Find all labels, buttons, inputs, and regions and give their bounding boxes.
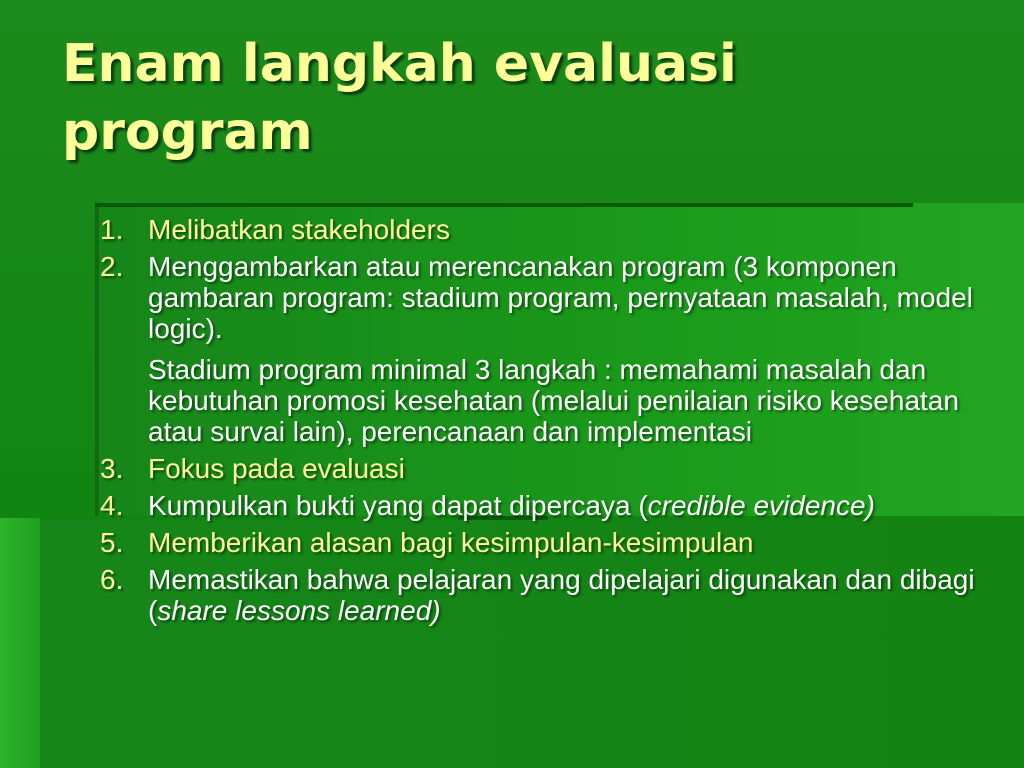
item-number: 1. (100, 214, 124, 245)
item-italic-text: credible evidence) (647, 490, 875, 521)
item-number: 3. (100, 453, 124, 484)
item-number: 6. (100, 564, 124, 595)
item-text: Melibatkan stakeholders (148, 214, 450, 245)
item-text: Memastikan bahwa pelajaran yang dipelajari digunakan dan dibagi ( (148, 564, 975, 626)
item-subtext: Stadium program minimal 3 langkah : memahami masalah dan kebutuhan promosi kesehatan (melalui penilaian risiko kesehatan atau survai lain), perencanaan dan implementasi (148, 354, 959, 447)
slide-title: Enam langkah evaluasi program (62, 34, 737, 162)
item-number: 2. (100, 251, 124, 282)
decorative-line-left (95, 203, 99, 516)
list-item (100, 564, 1000, 626)
steps-list (100, 214, 1000, 632)
list-item (100, 251, 1000, 447)
item-number: 4. (100, 490, 124, 521)
item-body (148, 251, 1000, 447)
item-text: Menggambarkan atau merencanakan program (3 komponen gambaran program: stadium program, pernyataan masalah, model logic). (148, 251, 973, 344)
item-text: Kumpulkan bukti yang dapat dipercaya ( (148, 490, 648, 521)
list-item (100, 527, 1000, 558)
item-italic-text: share lessons learned) (157, 595, 441, 626)
item-text: Memberikan alasan bagi kesimpulan-kesimpulan (148, 527, 754, 558)
list-item (100, 453, 1000, 484)
background-left-strip (0, 518, 40, 768)
item-body (148, 490, 1000, 521)
item-number: 5. (100, 527, 124, 558)
list-item (100, 214, 1000, 245)
item-text: Fokus pada evaluasi (148, 453, 405, 484)
item-body (148, 564, 1000, 626)
list-item (100, 490, 1000, 521)
decorative-line-top (95, 203, 913, 207)
